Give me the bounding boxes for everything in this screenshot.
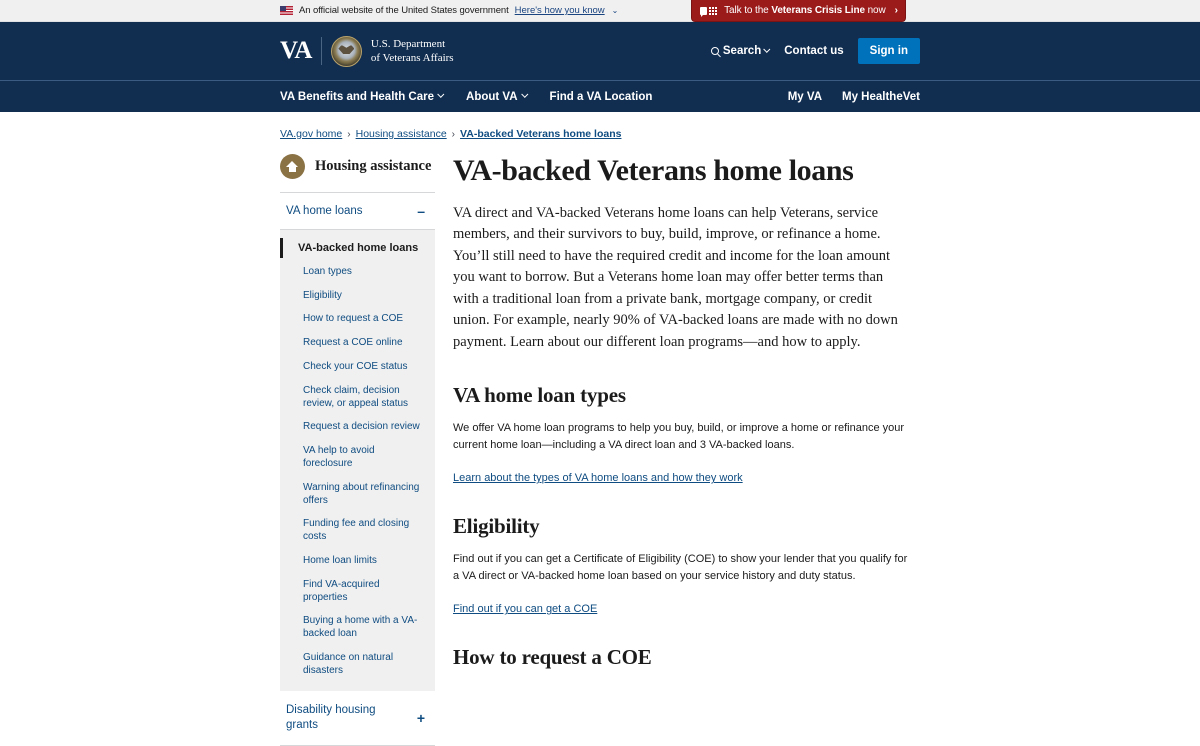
- search-label: Search: [722, 45, 762, 57]
- main-content: [435, 154, 920, 746]
- sidebar-item-va-acquired-properties[interactable]: Find VA-acquired properties: [303, 578, 380, 603]
- link-learn-about-loan-types[interactable]: Learn about the types of VA home loans and how they work: [453, 472, 743, 485]
- site-header: [0, 22, 1200, 80]
- crisis-suffix: now: [864, 5, 886, 16]
- sidebar-item-eligibility[interactable]: Eligibility: [303, 289, 342, 301]
- sidebar-item-how-to-request-coe[interactable]: How to request a COE: [303, 313, 404, 325]
- breadcrumb: [280, 112, 920, 140]
- department-name: [371, 37, 454, 65]
- section-eligibility: [453, 514, 912, 645]
- section-heading: VA home loan types: [453, 383, 626, 408]
- chevron-down-icon: [763, 45, 770, 52]
- chevron-down-icon: [521, 91, 528, 98]
- sidebar-section-disability-housing-grants[interactable]: [280, 691, 435, 746]
- house-icon: [280, 154, 305, 179]
- nav-label-benefits: VA Benefits and Health Care: [280, 90, 435, 103]
- department-line-2: of Veterans Affairs: [370, 52, 454, 64]
- logo-divider: [321, 37, 322, 65]
- nav-item-benefits[interactable]: [280, 91, 444, 103]
- sidebar-item-avoid-foreclosure[interactable]: VA help to avoid foreclosure: [303, 445, 375, 469]
- link-find-out-coe[interactable]: Find out if you can get a COE: [453, 603, 598, 616]
- sidebar-section-va-home-loans[interactable]: [280, 193, 435, 230]
- chevron-down-icon: [437, 91, 444, 98]
- sidebar-item-buying-a-home[interactable]: Buying a home with a VA-backed loan: [303, 615, 418, 640]
- sidebar-item-request-decision-review[interactable]: Request a decision review: [303, 421, 420, 433]
- sidebar-sublist: [280, 230, 435, 691]
- crisis-prefix: Talk to the: [724, 5, 772, 16]
- sidebar-navigation: [280, 154, 435, 746]
- sign-in-button[interactable]: Sign in: [858, 38, 920, 64]
- government-banner: [0, 0, 1200, 22]
- section-body: We offer VA home loan programs to help you buy, build, or improve a home or refinance your current home loan—including a VA direct loan and 3 VA-backed loans.: [453, 422, 905, 452]
- nav-item-find-location[interactable]: Find a VA Location: [549, 90, 653, 103]
- nav-item-about-va[interactable]: [466, 91, 528, 103]
- va-seal-icon: [331, 36, 362, 67]
- breadcrumb-separator: ›: [347, 128, 351, 140]
- contact-us-link[interactable]: Contact us: [784, 45, 844, 57]
- search-icon: [711, 47, 719, 55]
- chevron-down-icon[interactable]: ⌄: [611, 6, 619, 15]
- sidebar-section-label: VA home loans: [286, 205, 363, 217]
- sidebar-item-check-coe-status[interactable]: Check your COE status: [303, 360, 408, 372]
- sidebar-item-check-claim-status[interactable]: Check claim, decision review, or appeal status: [303, 384, 409, 409]
- sidebar-item-natural-disasters[interactable]: Guidance on natural disasters: [303, 651, 394, 676]
- sidebar-item-va-backed-home-loans-active[interactable]: VA-backed home loans: [280, 236, 435, 260]
- section-heading: Eligibility: [453, 514, 540, 539]
- section-heading-how-to-request-coe: How to request a COE: [453, 645, 652, 670]
- government-banner-text: An official website of the United States government: [299, 5, 509, 16]
- breadcrumb-separator: ›: [451, 128, 456, 140]
- sidebar-item-home-loan-limits[interactable]: Home loan limits: [303, 554, 377, 566]
- veterans-crisis-line-banner[interactable]: [691, 0, 906, 22]
- chevron-right-icon: ›: [894, 5, 898, 16]
- search-button[interactable]: [711, 45, 770, 57]
- breadcrumb-item-current[interactable]: VA-backed Veterans home loans: [460, 128, 622, 140]
- sidebar-item-refinancing-warning[interactable]: Warning about refinancing offers: [303, 481, 420, 506]
- plus-icon: +: [416, 709, 425, 726]
- main-navigation: [0, 80, 1200, 112]
- sidebar-item-loan-types[interactable]: Loan types: [303, 265, 352, 277]
- sidebar-item-request-coe-online[interactable]: Request a COE online: [303, 337, 403, 349]
- us-flag-icon: [280, 6, 293, 15]
- minus-icon: –: [417, 203, 425, 219]
- sidebar-header: [280, 154, 435, 192]
- breadcrumb-item-housing-assistance[interactable]: Housing assistance: [355, 128, 447, 140]
- nav-label-about-va: About VA: [466, 90, 518, 103]
- how-you-know-link[interactable]: Here's how you know: [514, 5, 605, 16]
- nav-item-my-va[interactable]: My VA: [787, 90, 823, 103]
- sidebar-section-label: Disability housing grants: [286, 704, 376, 731]
- sidebar-item-funding-fee[interactable]: Funding fee and closing costs: [303, 518, 410, 543]
- section-body: Find out if you can get a Certificate of Eligibility (COE) to show your lender that you qualify for a VA direct or VA-backed home loan based on your service history and duty status.: [453, 553, 908, 583]
- nav-item-my-healthevet[interactable]: My HealtheVet: [842, 90, 920, 103]
- va-logo[interactable]: [280, 36, 454, 67]
- department-line-1: U.S. Department: [370, 37, 446, 50]
- sidebar-title: Housing assistance: [315, 158, 432, 174]
- crisis-chat-keypad-icon: [700, 5, 717, 16]
- va-wordmark: VA: [280, 37, 312, 64]
- breadcrumb-item-home[interactable]: VA.gov home: [280, 128, 343, 140]
- intro-paragraph: VA direct and VA-backed Veterans home loans can help Veterans, service members, and their survivors to buy, build, improve, or refinance a home. You’ll still need to have the required credit and income for the loan amount you want to borrow. But a Veterans home loan may offer better terms than with a traditional loan from a private bank, mortgage company, or credit union. For example, nearly 90% of VA-backed loans are made with no down payment. Learn about our different loan programs—and how to apply.: [453, 205, 898, 350]
- page-title: VA-backed Veterans home loans: [453, 154, 854, 187]
- crisis-emphasis: Veterans Crisis Line: [771, 5, 865, 16]
- crisis-line-text: [724, 5, 886, 16]
- section-va-home-loan-types: [453, 383, 912, 514]
